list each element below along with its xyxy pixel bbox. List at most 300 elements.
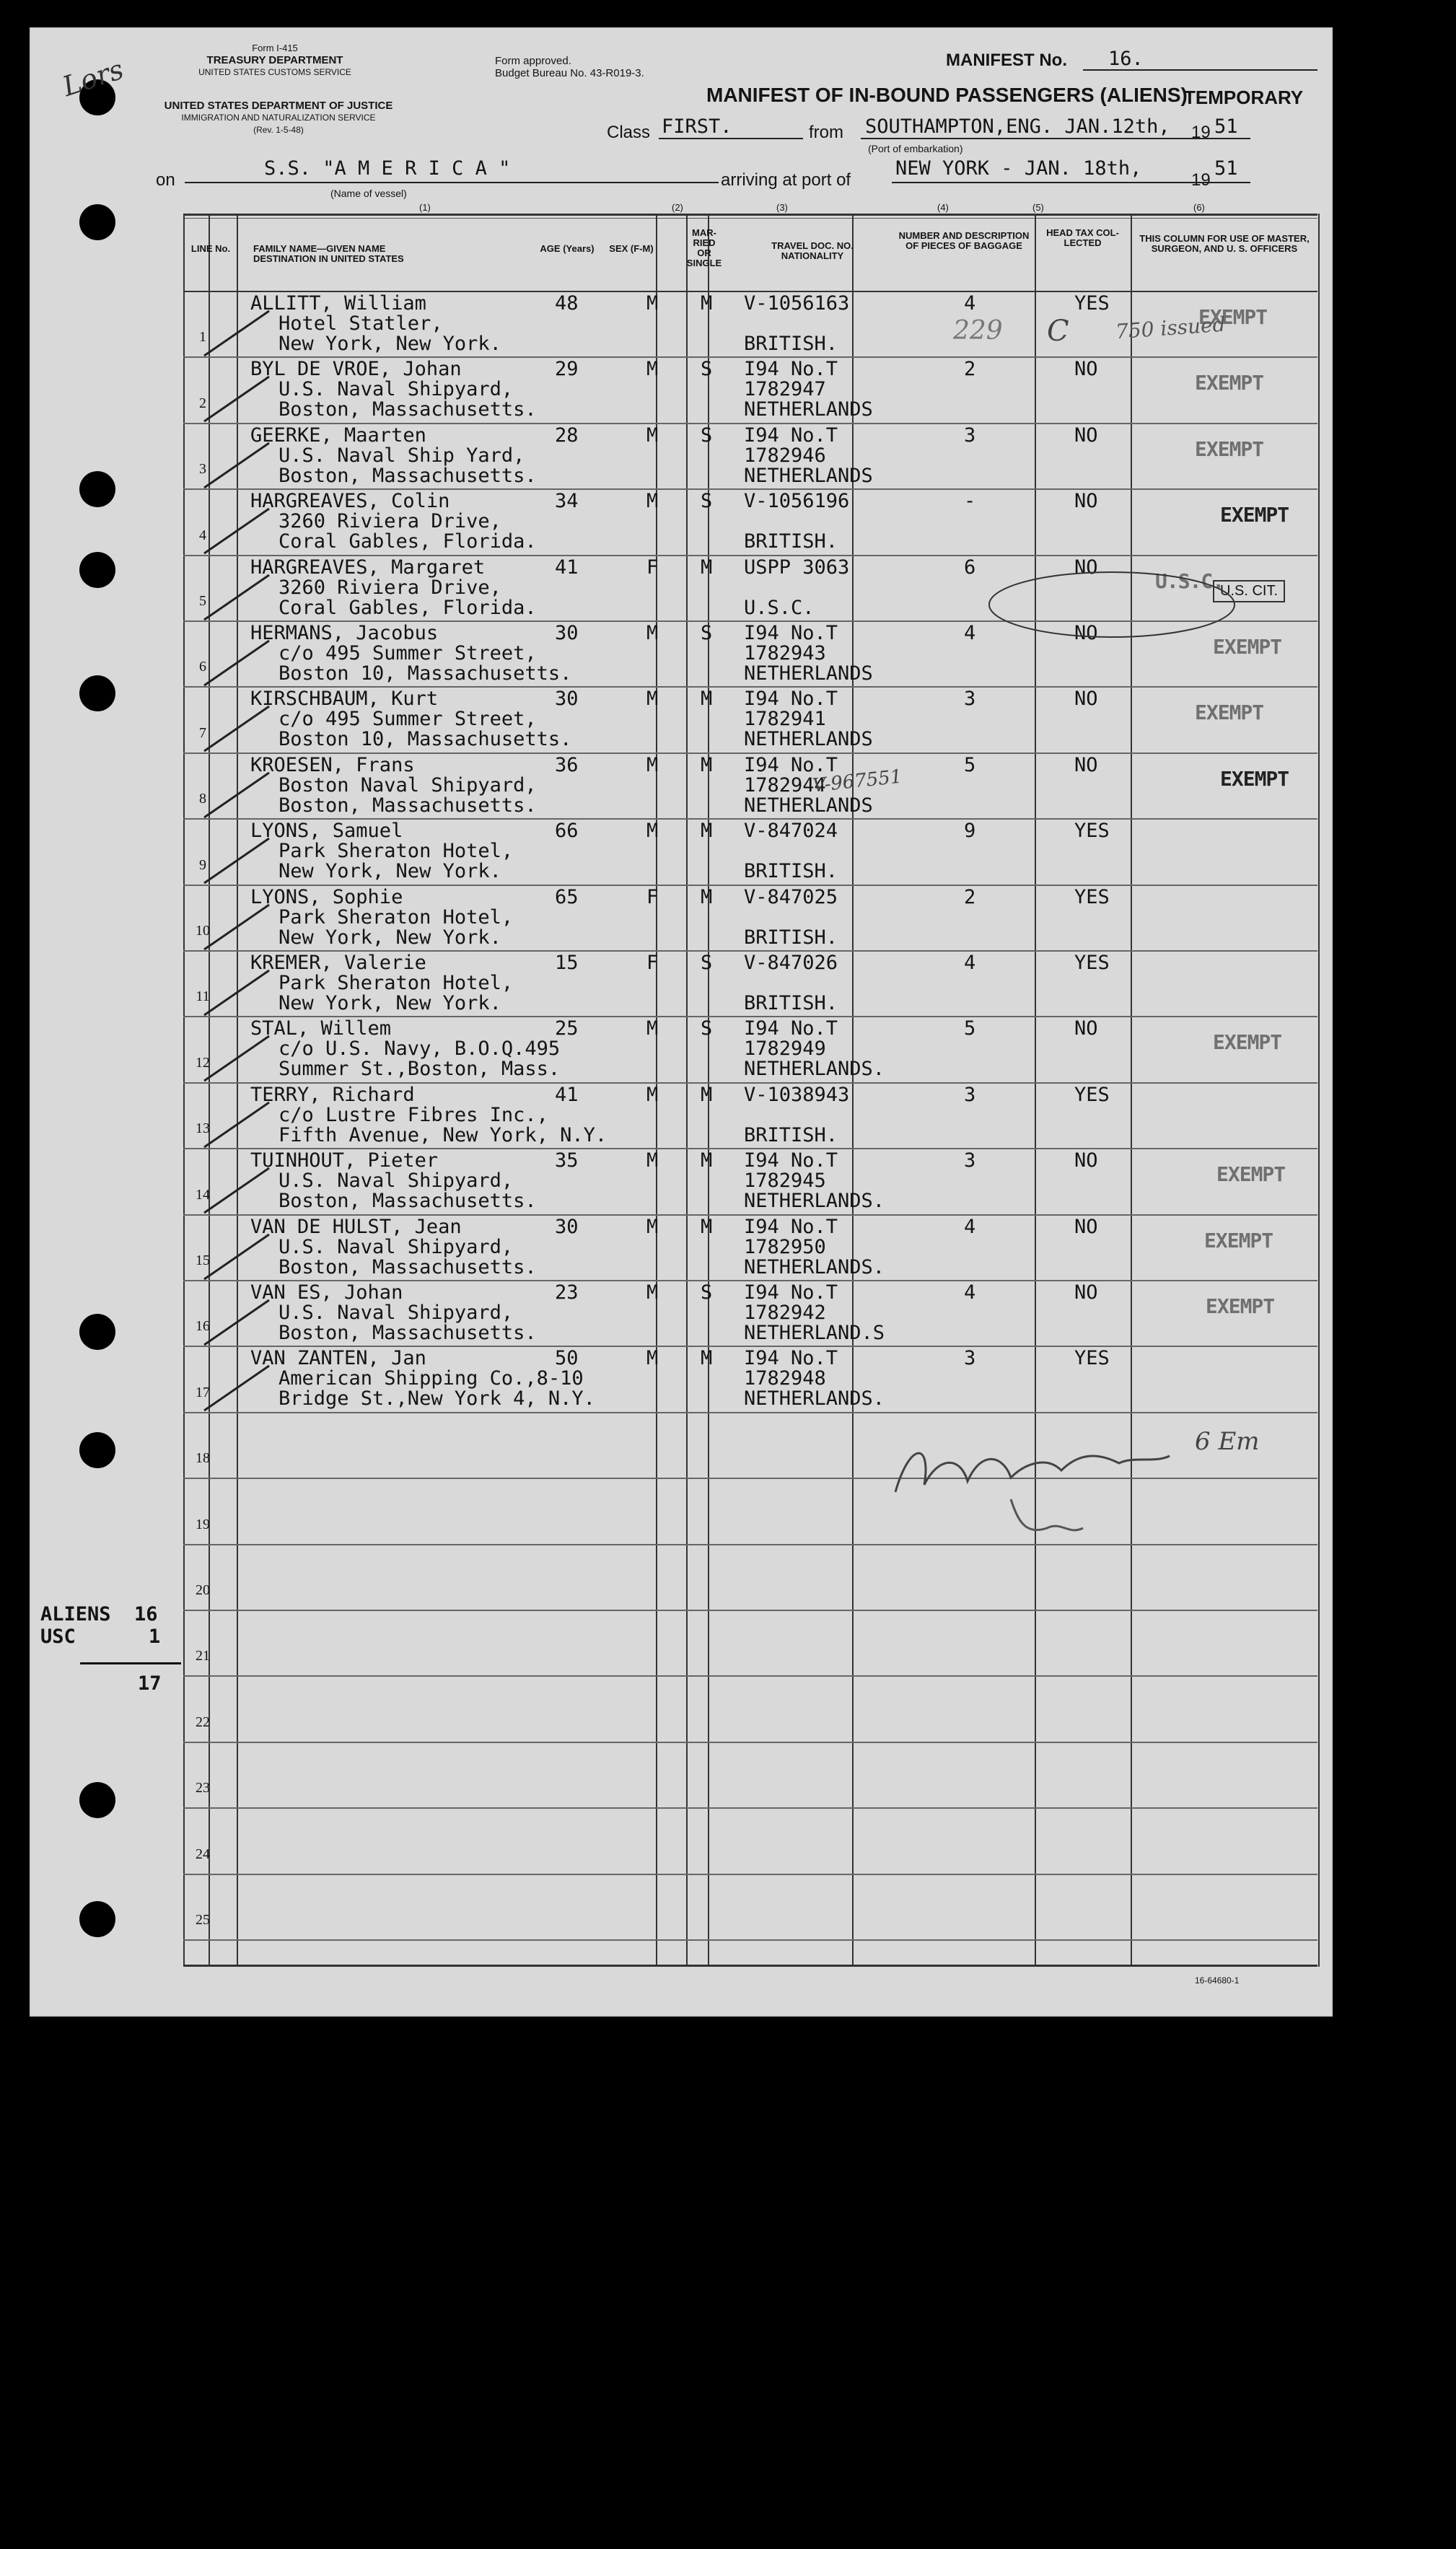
line-number: 13 (196, 1120, 210, 1137)
arrival-year: 51 (1214, 157, 1238, 180)
baggage-count: 3 (964, 1347, 976, 1370)
marital-status: S (701, 358, 713, 381)
destination-line-2: Boston, Massachusetts. (279, 1255, 537, 1278)
table-top-border (183, 218, 1317, 219)
officer-stamp: EXEMPT (1220, 503, 1289, 527)
line-number: 20 (196, 1582, 210, 1598)
table-bottom-border (183, 1965, 1317, 1967)
sex: F (646, 556, 659, 579)
line-number: 4 (199, 527, 206, 543)
sex: M (646, 622, 659, 644)
row-divider (183, 1939, 1317, 1941)
col-number: (4) (937, 202, 949, 213)
nationality: NETHERLANDS (744, 398, 873, 421)
line-number: 14 (196, 1186, 210, 1203)
baggage-count: 4 (964, 622, 976, 644)
form-header-justice (138, 100, 419, 136)
sex: M (646, 753, 659, 776)
passenger-name: LYONS, Sophie (250, 885, 403, 908)
destination-line-2: New York, New York. (279, 926, 501, 949)
marital-status: M (701, 820, 713, 843)
check-mark-icon (197, 767, 276, 825)
age: 50 (555, 1347, 579, 1370)
check-mark-icon (197, 701, 276, 758)
baggage-count: - (964, 490, 976, 513)
year-prefix: 19 (1191, 123, 1211, 142)
travel-doc-number: 1782943 (744, 642, 826, 664)
officer-stamp: EXEMPT (1198, 305, 1268, 329)
marital-status: M (701, 885, 713, 908)
row-divider (183, 1807, 1317, 1809)
line-number: 15 (196, 1252, 210, 1268)
nationality: BRITISH. (744, 992, 838, 1014)
form-approval (495, 55, 683, 79)
sex: M (646, 1215, 659, 1238)
nationality: NETHERLANDS. (744, 1255, 885, 1278)
destination-line-2: Boston 10, Massachusetts. (279, 728, 572, 751)
officer-stamp: EXEMPT (1195, 371, 1264, 395)
head-tax: NO (1074, 1215, 1098, 1238)
destination-line-2: Coral Gables, Florida. (279, 596, 537, 619)
manifest-page (30, 27, 1333, 2017)
passenger-name: VAN ES, Johan (250, 1281, 403, 1304)
head-tax: NO (1074, 622, 1098, 644)
handwritten-bag-note: 229 (953, 316, 1003, 346)
table-top-border (183, 214, 1317, 216)
binder-hole (79, 552, 115, 588)
arriving-label: arriving at port of (721, 170, 851, 190)
destination-line-1: c/o 495 Summer Street, (279, 708, 537, 731)
destination-line-1: U.S. Naval Shipyard, (279, 378, 514, 401)
check-mark-icon (197, 1097, 276, 1154)
vessel-name: S.S. "A M E R I C A " (264, 157, 511, 180)
nationality: BRITISH. (744, 860, 838, 883)
travel-doc: I94 No.T (744, 1281, 838, 1304)
head-tax: NO (1074, 753, 1098, 776)
class-value: FIRST. (662, 115, 732, 138)
travel-doc-number: 1782945 (744, 1170, 826, 1193)
marital-status: M (701, 1149, 713, 1172)
age: 41 (555, 1083, 579, 1106)
line-number: 2 (199, 395, 206, 411)
usc-count: 1 (149, 1626, 161, 1648)
marital-status: M (701, 1215, 713, 1238)
marital-status: M (701, 753, 713, 776)
head-tax: NO (1074, 424, 1098, 447)
destination-line-2: Boston, Massachusetts. (279, 464, 537, 487)
sex: F (646, 952, 659, 974)
travel-doc: USPP 3063 (744, 556, 850, 579)
travel-doc: I94 No.T (744, 1017, 838, 1040)
passenger-name: STAL, Willem (250, 1017, 392, 1040)
manifest-number-label: MANIFEST No. (946, 51, 1067, 70)
tally-line (80, 1662, 181, 1664)
line-number: 22 (196, 1714, 210, 1730)
head-tax: NO (1074, 1281, 1098, 1304)
form-header-left (185, 42, 365, 79)
destination-line-1: Park Sheraton Hotel, (279, 972, 514, 994)
baggage-count: 4 (964, 292, 976, 315)
marital-status: S (701, 1281, 713, 1304)
class-label: Class (607, 123, 651, 142)
head-tax: YES (1074, 1347, 1110, 1370)
destination-line-1: Park Sheraton Hotel, (279, 905, 514, 929)
check-mark-icon (197, 1030, 276, 1088)
col-number: (2) (672, 202, 683, 213)
check-mark-icon (197, 503, 276, 561)
treasury-dept: TREASURY DEPARTMENT (206, 54, 343, 66)
line-number: 3 (199, 461, 206, 478)
passenger-name: HARGREAVES, Colin (250, 490, 450, 513)
aliens-count: 16 (134, 1603, 158, 1626)
officer-stamp: EXEMPT (1220, 766, 1289, 791)
marital-status: M (701, 556, 713, 579)
form-number: Form I-415 (252, 43, 298, 53)
destination-line-1: Park Sheraton Hotel, (279, 840, 514, 863)
col-number: (1) (419, 202, 431, 213)
marital-status: S (701, 490, 713, 513)
destination-line-2: Boston, Massachusetts. (279, 398, 537, 421)
destination-line-2: Boston 10, Massachusetts. (279, 662, 572, 685)
check-mark-icon (197, 305, 276, 363)
travel-doc-number: 1782950 (744, 1235, 826, 1258)
destination-line-1: U.S. Naval Ship Yard, (279, 444, 525, 467)
marital-status: S (701, 952, 713, 974)
passenger-name: TUINHOUT, Pieter (250, 1149, 439, 1172)
passenger-name: ALLITT, William (250, 292, 426, 315)
destination-line-2: New York, New York. (279, 860, 501, 883)
destination-line-1: 3260 Riviera Drive, (279, 576, 501, 599)
sex: M (646, 1149, 659, 1172)
age: 36 (555, 753, 579, 776)
line-number: 21 (196, 1648, 210, 1664)
baggage-count: 5 (964, 753, 976, 776)
col-divider (1318, 214, 1320, 1967)
head-tax: NO (1074, 556, 1098, 579)
line-number: 18 (196, 1450, 210, 1467)
col-header-doc: TRAVEL DOC. NO. NATIONALITY (771, 240, 854, 261)
destination-line-2: Boston, Massachusetts. (279, 1190, 537, 1213)
officer-stamp: EXEMPT (1216, 1162, 1286, 1187)
nationality: NETHERLANDS. (744, 1387, 885, 1410)
col-header-married: MAR-RIED OR SINGLE (686, 227, 722, 268)
line-number: 16 (196, 1318, 210, 1335)
destination-line-2: Fifth Avenue, New York, N.Y. (279, 1123, 608, 1146)
underline (1083, 69, 1317, 71)
from-value: SOUTHAMPTON,ENG. JAN.12th, (865, 115, 1170, 138)
line-number: 9 (199, 856, 206, 873)
col-header-line: LINE No. (190, 243, 231, 254)
passenger-name: VAN DE HULST, Jean (250, 1215, 462, 1238)
sex: M (646, 1083, 659, 1106)
line-number: 10 (196, 923, 210, 939)
destination-line-1: c/o U.S. Navy, B.O.Q.495 (279, 1037, 561, 1061)
destination-line-2: Coral Gables, Florida. (279, 530, 537, 553)
travel-doc: I94 No.T (744, 358, 838, 381)
destination-line-2: New York, New York. (279, 333, 501, 355)
check-mark-icon (197, 569, 276, 627)
sex: M (646, 490, 659, 513)
handwritten-doc-note: V-967551 (811, 765, 903, 797)
passenger-name: KIRSCHBAUM, Kurt (250, 688, 439, 711)
nationality: NETHERLAND.S (744, 1322, 885, 1344)
row-divider (183, 1742, 1317, 1743)
nationality: NETHERLANDS. (744, 1058, 885, 1081)
destination-line-1: c/o Lustre Fibres Inc., (279, 1103, 548, 1126)
underline (892, 182, 1250, 183)
col-header-age: AGE (Years) (540, 243, 595, 254)
baggage-count: 2 (964, 358, 976, 381)
line-number: 23 (196, 1780, 210, 1796)
baggage-count: 2 (964, 885, 976, 908)
check-mark-icon (197, 1294, 276, 1352)
age: 34 (555, 490, 579, 513)
year-prefix: 19 (1191, 170, 1211, 190)
travel-doc: I94 No.T (744, 1149, 838, 1172)
travel-doc-number: 1782946 (744, 444, 826, 467)
destination-line-2: Summer St.,Boston, Mass. (279, 1058, 561, 1081)
col-header-name-text: FAMILY NAME—GIVEN NAME (253, 243, 386, 254)
age: 30 (555, 622, 579, 644)
baggage-count: 9 (964, 820, 976, 843)
travel-doc: I94 No.T (744, 1215, 838, 1238)
sex: M (646, 820, 659, 843)
baggage-count: 4 (964, 952, 976, 974)
line-number: 25 (196, 1912, 210, 1928)
travel-doc: V-847024 (744, 820, 838, 843)
row-divider (183, 1610, 1317, 1611)
age: 35 (555, 1149, 579, 1172)
travel-doc: I94 No.T (744, 688, 838, 711)
manifest-title: MANIFEST OF IN-BOUND PASSENGERS (ALIENS) (706, 84, 1188, 106)
col-divider (1035, 214, 1036, 1967)
sex: M (646, 688, 659, 711)
destination-line-2: Boston, Massachusetts. (279, 794, 537, 817)
travel-doc: I94 No.T (744, 424, 838, 447)
binder-hole (79, 1782, 115, 1818)
binder-hole (79, 675, 115, 711)
officer-stamp: EXEMPT (1206, 1294, 1275, 1318)
tally-total: 17 (138, 1672, 162, 1695)
head-tax: NO (1074, 490, 1098, 513)
line-number: 1 (199, 329, 206, 346)
col-header-dest-text: DESTINATION IN UNITED STATES (253, 253, 404, 264)
port-embarkation-caption: (Port of embarkation) (868, 143, 963, 154)
col-header-officers: THIS COLUMN FOR USE OF MASTER, SURGEON, AND U. S. OFFICERS (1139, 233, 1310, 254)
nationality: U.S.C. (744, 596, 815, 619)
form-footer-code: 16-64680-1 (1195, 1975, 1240, 1986)
check-mark-icon (197, 833, 276, 890)
age: 25 (555, 1017, 579, 1040)
from-label: from (809, 123, 843, 142)
ins-service: IMMIGRATION AND NATURALIZATION SERVICE (181, 113, 376, 123)
row-divider (183, 1675, 1317, 1677)
sex: F (646, 885, 659, 908)
binder-hole (79, 471, 115, 507)
temporary-stamp: TEMPORARY (1184, 87, 1304, 108)
age: 30 (555, 688, 579, 711)
sex: M (646, 1347, 659, 1370)
baggage-count: 6 (964, 556, 976, 579)
head-tax: YES (1074, 885, 1110, 908)
nationality: BRITISH. (744, 333, 838, 355)
baggage-count: 4 (964, 1215, 976, 1238)
travel-doc: V-1056163 (744, 292, 850, 315)
officer-stamp: EXEMPT (1195, 701, 1264, 725)
customs-service: UNITED STATES CUSTOMS SERVICE (198, 67, 351, 77)
officer-stamp: EXEMPT (1195, 436, 1264, 461)
travel-doc-number: 1782941 (744, 708, 826, 731)
line-number: 8 (199, 791, 206, 807)
passenger-name: GEERKE, Maarten (250, 424, 426, 447)
arrival-value: NEW YORK - JAN. 18th, (895, 157, 1142, 180)
aliens-label: ALIENS (40, 1603, 111, 1626)
head-tax: YES (1074, 292, 1110, 315)
check-mark-icon (197, 1162, 276, 1220)
destination-line-1: 3260 Riviera Drive, (279, 510, 501, 533)
officer-signature (881, 1413, 1227, 1557)
passenger-name: KROESEN, Frans (250, 753, 415, 776)
passenger-name: VAN ZANTEN, Jan (250, 1347, 426, 1370)
on-label: on (156, 170, 175, 190)
check-mark-icon (197, 635, 276, 693)
nationality: NETHERLANDS (744, 728, 873, 751)
usc-label: USC (40, 1626, 76, 1648)
nationality: BRITISH. (744, 530, 838, 553)
head-tax: NO (1074, 358, 1098, 381)
travel-doc: I94 No.T (744, 1347, 838, 1370)
col-header-name (224, 244, 491, 264)
age: 48 (555, 292, 579, 315)
baggage-count: 5 (964, 1017, 976, 1040)
nationality: NETHERLANDS (744, 464, 873, 487)
check-mark-icon (197, 1229, 276, 1286)
officer-stamp: EXEMPT (1204, 1228, 1273, 1252)
travel-doc-number: 1782947 (744, 378, 826, 401)
age: 30 (555, 1215, 579, 1238)
check-mark-icon (197, 899, 276, 957)
nationality: NETHERLANDS (744, 794, 873, 817)
passenger-name: HERMANS, Jacobus (250, 622, 439, 644)
officer-stamp: U.S.C. (1155, 569, 1224, 593)
binder-hole (79, 1314, 115, 1350)
form-approved: Form approved. (495, 55, 571, 67)
passenger-name: LYONS, Samuel (250, 820, 403, 843)
officer-stamp: EXEMPT (1213, 635, 1282, 659)
underline (861, 138, 1250, 139)
age: 41 (555, 556, 579, 579)
manifest-number: 16. (1108, 48, 1144, 70)
form-revision: (Rev. 1-5-48) (253, 125, 304, 135)
budget-bureau: Budget Bureau No. 43-R019-3. (495, 67, 644, 79)
age: 66 (555, 820, 579, 843)
nationality: NETHERLANDS (744, 662, 873, 685)
passenger-name: TERRY, Richard (250, 1083, 415, 1106)
col-header-sex: SEX (F-M) (609, 243, 654, 254)
baggage-count: 3 (964, 688, 976, 711)
line-number: 11 (196, 988, 210, 1005)
head-tax: YES (1074, 1083, 1110, 1106)
baggage-count: 4 (964, 1281, 976, 1304)
destination-line-2: New York, New York. (279, 992, 501, 1014)
head-tax: NO (1074, 1149, 1098, 1172)
line-number: 24 (196, 1846, 210, 1862)
travel-doc: V-1056196 (744, 490, 850, 513)
col-number: (5) (1032, 202, 1044, 213)
marital-status: M (701, 292, 713, 315)
marital-status: S (701, 1017, 713, 1040)
binder-hole (79, 204, 115, 240)
officer-stamp: EXEMPT (1213, 1030, 1282, 1055)
nationality: BRITISH. (744, 926, 838, 949)
destination-line-1: American Shipping Co.,8-10 (279, 1367, 584, 1390)
destination-line-1: U.S. Naval Shipyard, (279, 1170, 514, 1193)
marital-status: S (701, 622, 713, 644)
baggage-count: 3 (964, 1083, 976, 1106)
head-tax: NO (1074, 688, 1098, 711)
head-tax: YES (1074, 820, 1110, 843)
usc-circle-mark (982, 563, 1271, 649)
line-number: 17 (196, 1384, 210, 1400)
travel-doc: V-847026 (744, 952, 838, 974)
col-divider (1131, 214, 1132, 1967)
col-number: (6) (1193, 202, 1205, 213)
vessel-caption: (Name of vessel) (330, 188, 407, 199)
col-header-baggage: NUMBER AND DESCRIPTION OF PIECES OF BAGGAGE (898, 230, 1030, 251)
usc-citizen-stamp: U.S. CIT. (1213, 580, 1285, 602)
signature-tail: 6 Em (1195, 1427, 1260, 1456)
destination-line-1: c/o 495 Summer Street, (279, 642, 537, 664)
sex: M (646, 358, 659, 381)
col-divider (686, 214, 688, 1967)
row-divider (183, 1874, 1317, 1875)
passenger-name: BYL DE VROE, Johan (250, 358, 462, 381)
col-divider (183, 214, 185, 1967)
check-mark-icon (197, 965, 276, 1022)
destination-line-1: Boston Naval Shipyard, (279, 773, 537, 797)
line-number: 7 (199, 724, 206, 741)
age: 23 (555, 1281, 579, 1304)
marital-status: M (701, 1083, 713, 1106)
destination-line-1: Hotel Statler, (279, 312, 443, 335)
justice-dept: UNITED STATES DEPARTMENT OF JUSTICE (164, 100, 393, 112)
travel-doc: I94 No.T (744, 753, 838, 776)
binder-hole (79, 1901, 115, 1937)
travel-doc: V-847025 (744, 885, 838, 908)
col-number: (3) (776, 202, 788, 213)
binder-hole (79, 1432, 115, 1468)
sex: M (646, 1017, 659, 1040)
check-mark-icon (197, 371, 276, 429)
travel-doc-number: 1782948 (744, 1367, 826, 1390)
sex: M (646, 292, 659, 315)
destination-line-2: Bridge St.,New York 4, N.Y. (279, 1387, 595, 1410)
check-mark-icon (197, 437, 276, 495)
line-number: 19 (196, 1516, 210, 1532)
embark-year: 51 (1214, 115, 1238, 138)
sex: M (646, 1281, 659, 1304)
travel-doc: I94 No.T (744, 622, 838, 644)
travel-doc-number: 1782944 (744, 773, 826, 797)
head-tax: YES (1074, 952, 1110, 974)
nationality: NETHERLANDS. (744, 1190, 885, 1213)
marital-status: M (701, 1347, 713, 1370)
underline (185, 182, 719, 183)
underline (659, 138, 803, 139)
baggage-count: 3 (964, 1149, 976, 1172)
handwritten-corner-note: Lors (58, 53, 128, 103)
passenger-name: HARGREAVES, Margaret (250, 556, 486, 579)
